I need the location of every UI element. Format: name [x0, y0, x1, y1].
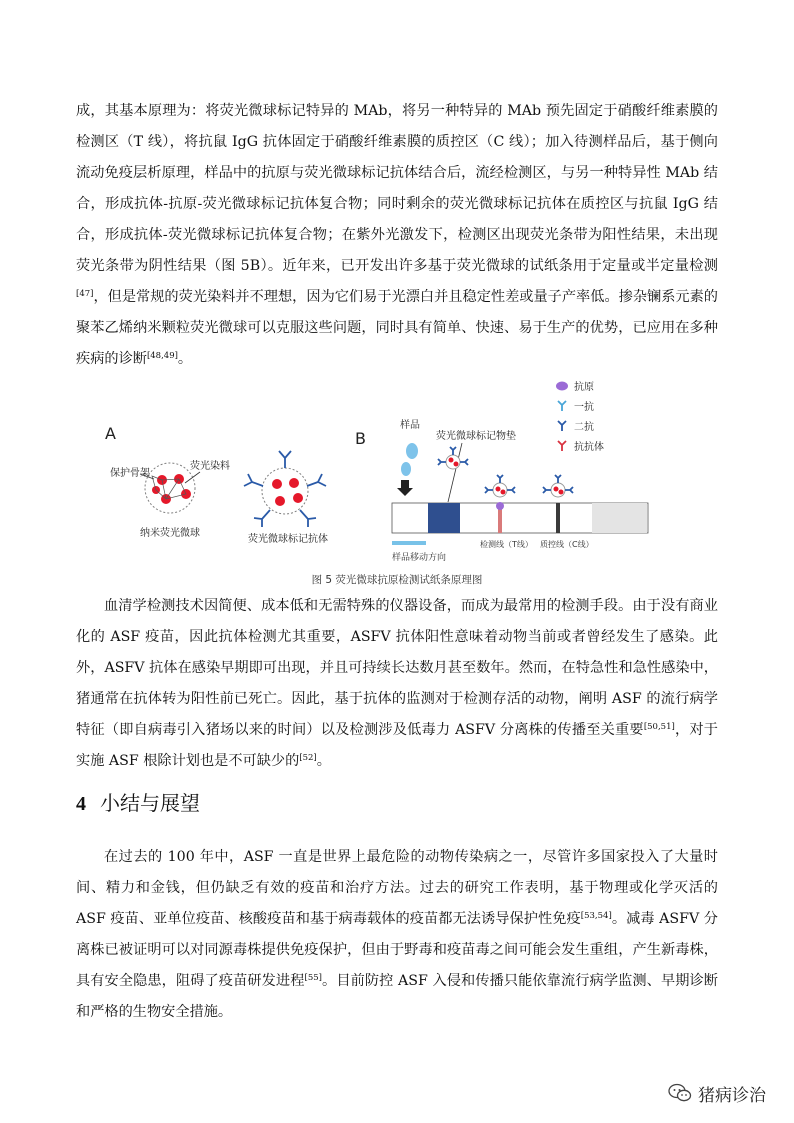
paragraph-summary	[76, 842, 718, 1028]
paragraph-text: 血清学检测技术因简便、成本低和无需特殊的仪器设备，而成为最常用的检测手段。由于没有商业化的 ASF 疫苗，因此抗体检测尤其重要，ASFV 抗体阳性意味着动物当前或者曾经发生了感染。此外，ASFV 抗体在感染早期即可出现，并且可持续长达数月甚至数年。然而，在特急性和急性感染中，猪通常在抗体转为阳性前已死亡。因此，基于抗体的监测对于检测存活的动物，阐明 ASF 的流行病学特征（即自病毒引入猪场以来的时间）以及检测涉及低毒力 ASFV 分离株的传播至关重要	[76, 598, 718, 738]
antibody-icon	[279, 451, 291, 468]
c-line-complex	[543, 475, 573, 497]
conjugate-pad	[428, 503, 460, 533]
legend-secondary-label: 二抗	[574, 422, 594, 433]
sample-arrow-icon	[397, 480, 413, 496]
figure-5	[100, 376, 660, 572]
legend	[556, 380, 604, 453]
antibody-icon	[300, 510, 316, 527]
legend-anti-antibody-marker	[558, 441, 566, 451]
paragraph-text: ，对于实施 ASF 根除计划也是不可缺少的	[76, 722, 718, 769]
legend-antigen-label: 抗原	[574, 382, 594, 393]
microsphere-shell	[446, 455, 460, 469]
label-skeleton: 保护骨架	[110, 468, 150, 479]
citation-ref: [55]	[304, 973, 322, 983]
legend-anti-antibody-label: 抗抗体	[574, 442, 604, 453]
paragraph-serology	[76, 591, 718, 777]
dye-particle	[454, 462, 459, 467]
figure-caption: 图 5 荧光微球抗原检测试纸条原理图	[311, 574, 483, 586]
label-sample: 样品	[400, 420, 420, 431]
legend-secondary-marker	[558, 421, 566, 431]
citation-ref: [50,51]	[643, 722, 675, 732]
footer-watermark	[668, 1078, 766, 1108]
dye-particle	[449, 458, 454, 463]
citation-ref: [48,49]	[146, 351, 178, 361]
panel-a-letter: A	[105, 424, 116, 443]
dye-particle	[272, 479, 282, 489]
legend-antigen-marker	[556, 382, 568, 391]
sample-drop	[401, 462, 411, 476]
paragraph-text: 。	[177, 351, 193, 367]
paragraph-text: 。目前防控 ASF 入侵和传播只能依靠流行病学监测、早期诊断和严格的生物安全措施。	[76, 973, 718, 1020]
label-flow-direction: 样品移动方向	[392, 553, 447, 563]
microsphere-shell	[145, 463, 195, 513]
paragraph-text: 。	[316, 753, 331, 769]
dye-particle	[554, 487, 559, 492]
label-nano-microsphere: 纳米荧光微球	[140, 528, 200, 539]
captured-antigen	[496, 502, 504, 510]
paragraph-text: 。减毒 ASFV 分离株已被证明可以对同源毒株提供免疫保护，但由于野毒和疫苗毒之间可能会发生重组，产生新毒株，具有安全隐患，阻碍了疫苗研发进程	[76, 911, 718, 989]
label-conjugate-pad: 荧光微球标记物垫	[436, 431, 516, 442]
label-dye: 荧光染料	[190, 461, 230, 472]
antibody-icon	[307, 474, 326, 486]
legend-primary-label: 一抗	[574, 402, 594, 413]
paragraph-text: ，但是常规的荧光染料并不理想，因为它们易于光漂白并且稳定性差或量子产率低。掺杂镧系元素的聚苯乙烯纳米颗粒荧光微球可以克服这些问题，同时具有简单、快速、易于生产的优势，已应用在多种疾病的诊断	[76, 289, 718, 367]
conjugate-complex	[438, 447, 468, 469]
section-title: 小结与展望	[100, 791, 200, 815]
citation-ref: [47]	[76, 289, 94, 299]
paragraph-text: 成，其基本原理为：将荧光微球标记特异的 MAb，将另一种特异的 MAb 预先固定于硝酸纤维素膜的检测区（T 线），将抗鼠 IgG 抗体固定于硝酸纤维素膜的质控区（C 线）；加入待测样品后，基于侧向流动免疫层析原理，样品中的抗原与荧光微球标记抗体结合后，流经检测区，与另一种特异性 MAb 结合，形成抗体-抗原-荧光微球标记抗体复合物；同时剩余的荧光微球标记抗体在质控区与抗鼠 IgG 结合，形成抗体-荧光微球标记抗体复合物；在紫外光激发下，检测区出现荧光条带为阳性结果，未出现荧光条带为阴性结果（图 5B）。近年来，已开发出许多基于荧光微球的试纸条用于定量或半定量检测	[76, 103, 718, 274]
citation-ref: [52]	[299, 753, 317, 763]
conjugate-pointer	[448, 443, 462, 502]
dye-particle	[293, 493, 303, 503]
label-c-line: 质控线（C线）	[540, 540, 594, 549]
citation-ref: [53,54]	[580, 911, 612, 921]
label-t-line: 检测线（T线）	[480, 540, 533, 549]
sample-drop	[406, 443, 418, 459]
dye-particle	[496, 487, 501, 492]
antibody-icon	[254, 510, 270, 527]
panel-b-letter: B	[355, 429, 366, 448]
wechat-icon	[668, 1083, 692, 1103]
section-number: 4	[76, 793, 86, 815]
section-heading	[76, 788, 200, 819]
dye-particle	[559, 490, 564, 495]
paragraph-text: 在过去的 100 年中，ASF 一直是世界上最危险的动物传染病之一，尽管许多国家投入了大量时间、精力和金钱，但仍缺乏有效的疫苗和治疗方法。过去的研究工作表明，基于物理或化学灭活的 ASF 疫苗、亚单位疫苗、核酸疫苗和基于病毒载体的疫苗都无法诱导保护性免疫	[76, 849, 718, 927]
nano-microsphere	[145, 463, 195, 513]
microsphere-shell	[262, 468, 308, 514]
dye-particle	[275, 496, 285, 506]
control-line	[556, 503, 560, 533]
absorbent-pad	[592, 503, 647, 533]
footer-brand: 猪病诊治	[698, 1085, 766, 1106]
flow-arrow	[392, 541, 426, 545]
antibody-icon	[244, 474, 263, 486]
figure-5-diagram	[100, 376, 660, 572]
dye-particle	[289, 478, 299, 488]
legend-primary-marker	[558, 401, 566, 411]
labeled-antibody	[244, 451, 326, 527]
paragraph-principle	[76, 96, 718, 375]
label-labeled-antibody: 荧光微球标记抗体	[248, 534, 328, 545]
t-line-complex	[485, 475, 515, 497]
dye-particle	[501, 490, 506, 495]
